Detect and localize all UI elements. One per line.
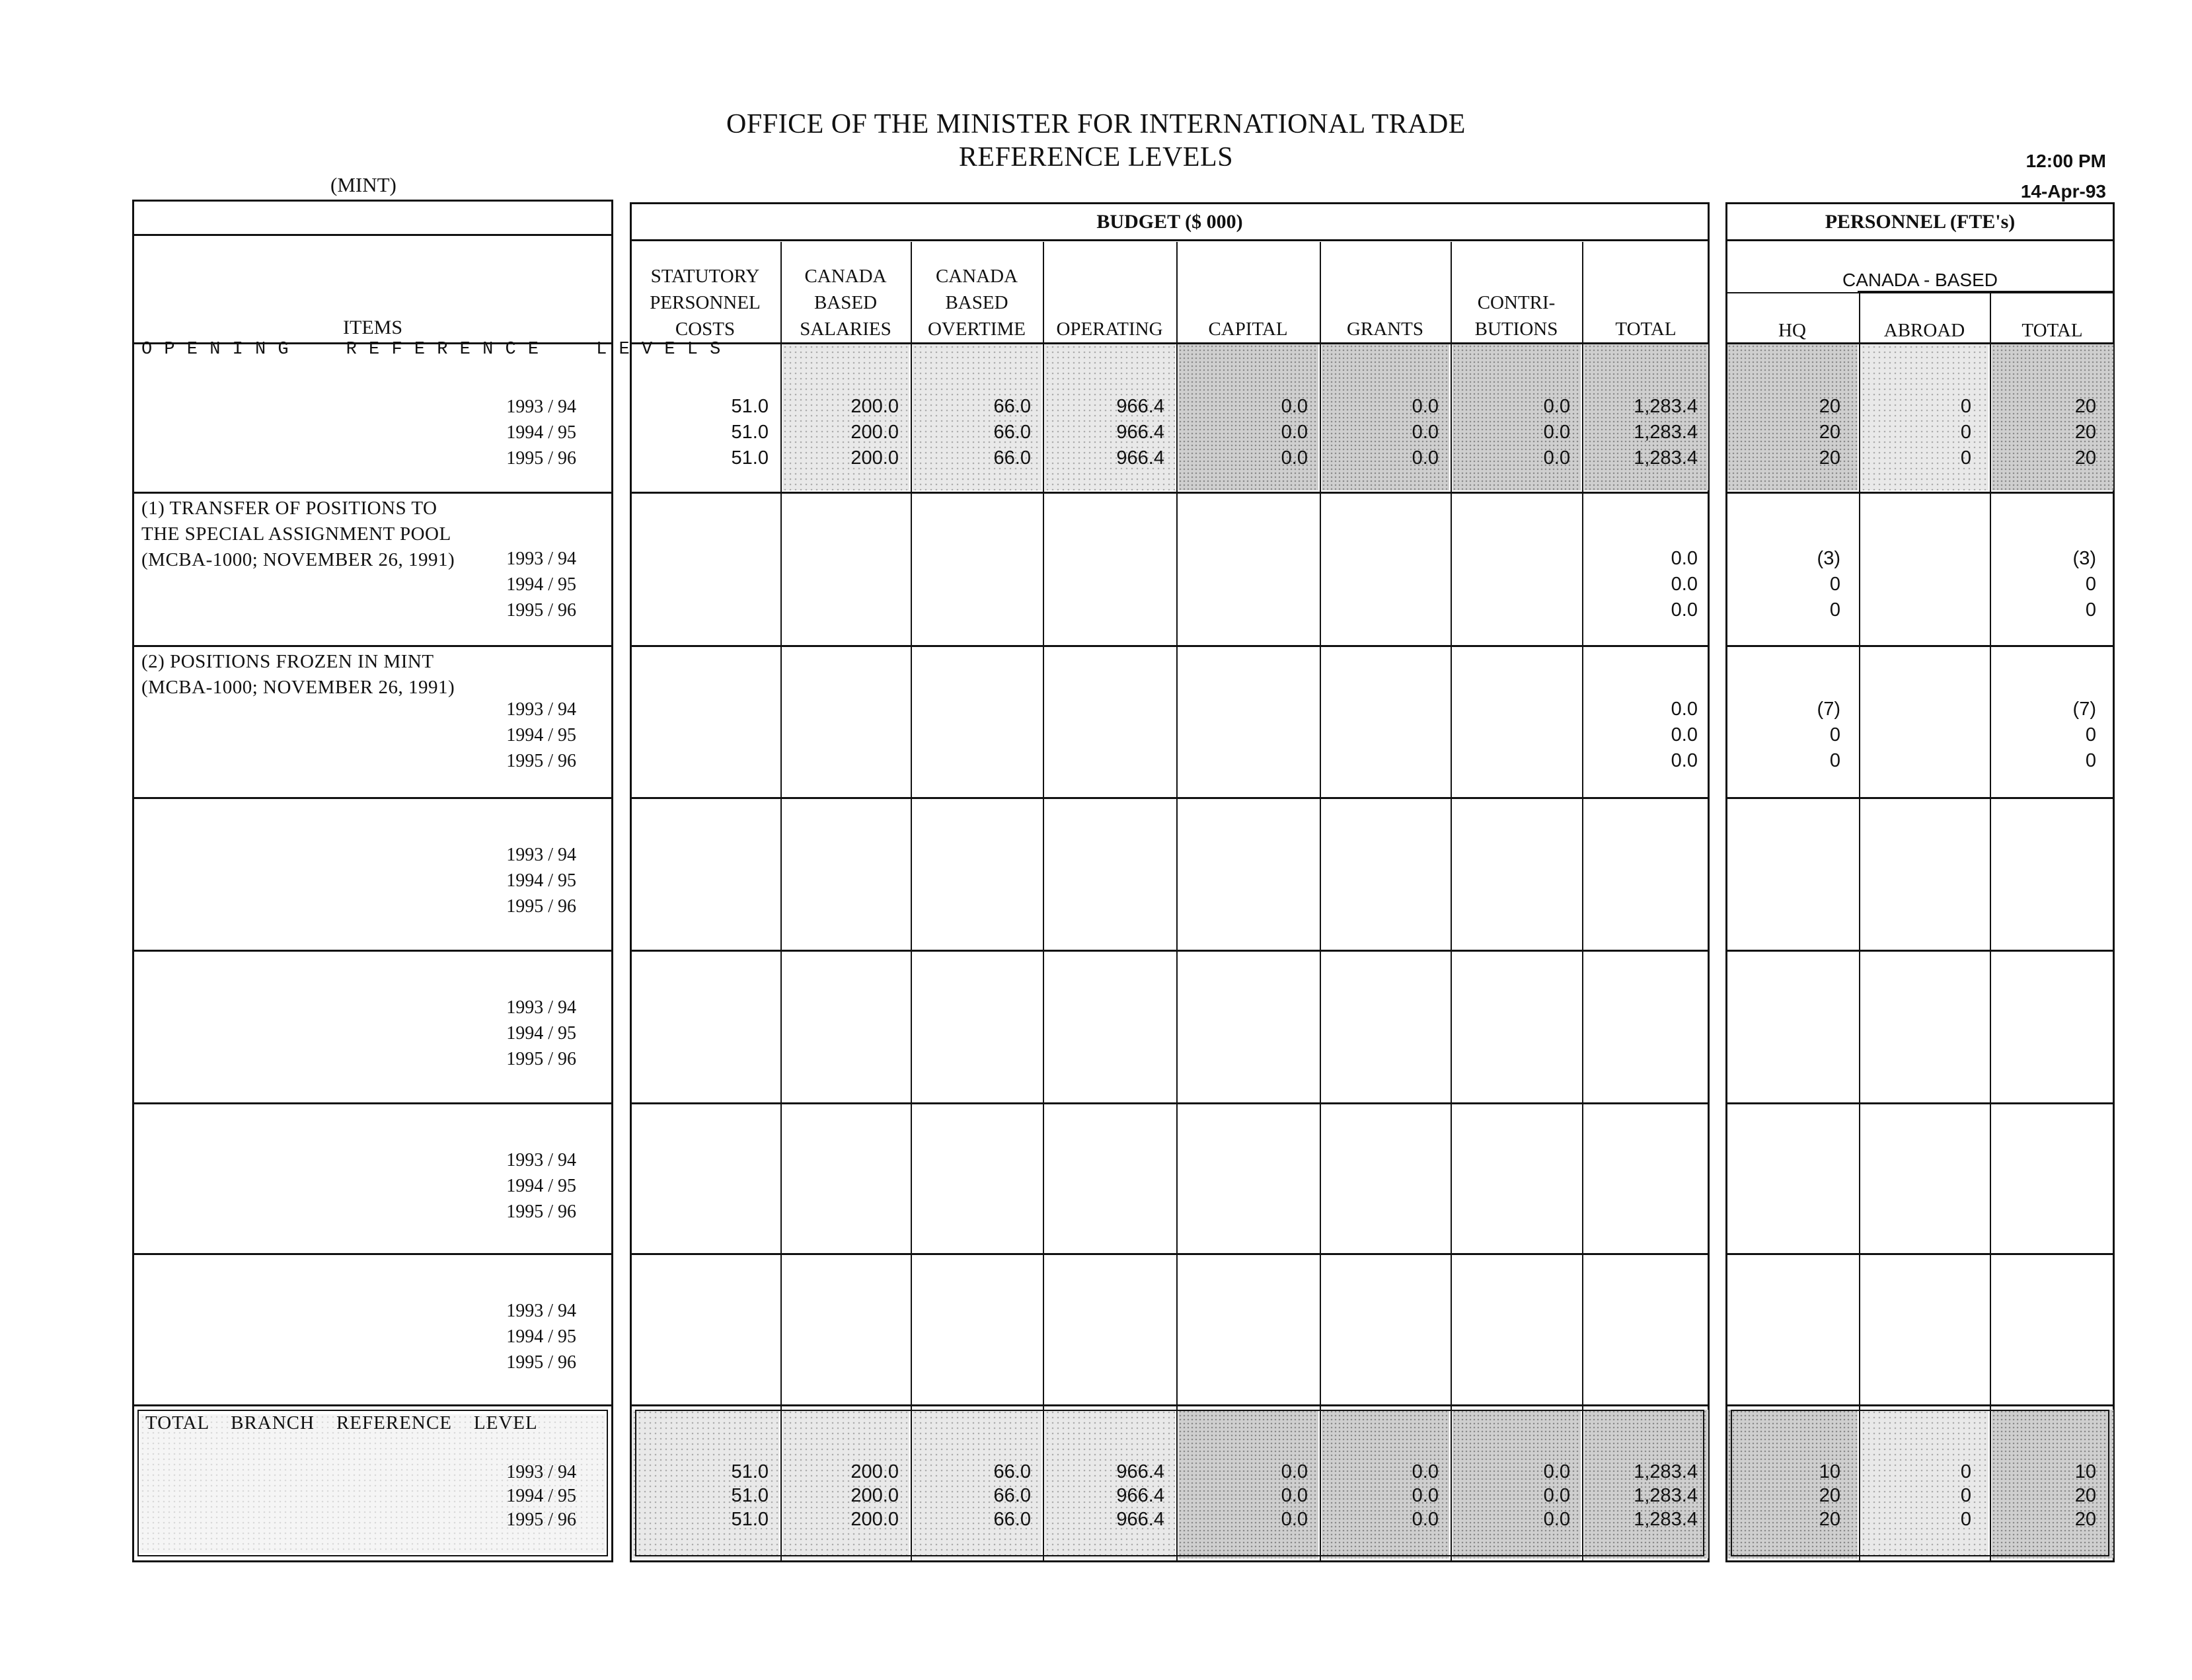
fiscal-year: 1993 / 94	[506, 549, 576, 569]
fiscal-year: 1994 / 95	[506, 1486, 576, 1506]
total-budget-value: 1,283.4	[1634, 1509, 1698, 1530]
total-personnel-value: 0	[1960, 1461, 1971, 1482]
personnel-value: 0	[1829, 599, 1840, 621]
budget-value: 66.0	[993, 422, 1031, 443]
fiscal-year: 1995 / 96	[506, 1352, 576, 1373]
fiscal-year: 1994 / 95	[506, 422, 576, 443]
total-personnel-value: 0	[1960, 1509, 1971, 1530]
row-divider	[1725, 239, 2115, 241]
budget-column-header: OPERATING	[1056, 319, 1163, 340]
total-budget-value: 0.0	[1281, 1485, 1308, 1506]
budget-column-header: CANADA	[935, 266, 1018, 287]
total-budget-value: 66.0	[993, 1485, 1031, 1506]
fiscal-year: 1995 / 96	[506, 1049, 576, 1069]
row-divider	[630, 1102, 1710, 1104]
fiscal-year: 1994 / 95	[506, 1176, 576, 1196]
budget-value: 966.4	[1116, 396, 1164, 417]
total-budget-value: 0.0	[1543, 1485, 1570, 1506]
row-divider	[1725, 1253, 2115, 1255]
row-divider	[1725, 950, 2115, 952]
fiscal-year: 1993 / 94	[506, 845, 576, 865]
budget-value: 0.0	[1543, 396, 1570, 417]
row-divider	[630, 645, 1710, 647]
total-budget-value: 0.0	[1543, 1461, 1570, 1482]
row-divider	[132, 234, 613, 236]
row-divider	[630, 239, 1710, 241]
budget-value: 1,283.4	[1634, 396, 1698, 417]
row-divider	[630, 342, 1710, 344]
budget-value: 0.0	[1671, 574, 1698, 595]
total-budget-value: 0.0	[1281, 1509, 1308, 1530]
row-divider	[1725, 645, 2115, 647]
personnel-value: 0	[2085, 750, 2096, 771]
personnel-value: (3)	[1817, 548, 1840, 569]
item-label: (2) POSITIONS FROZEN IN MINT	[141, 651, 434, 672]
personnel-value: 20	[2074, 447, 2096, 469]
total-budget-value: 966.4	[1116, 1509, 1164, 1530]
total-personnel-value: 20	[2074, 1509, 2096, 1530]
budget-column-header: BASED	[945, 292, 1008, 313]
row-divider	[132, 950, 613, 952]
row-divider	[630, 797, 1710, 799]
row-divider	[1725, 1404, 2115, 1406]
fiscal-year: 1995 / 96	[506, 448, 576, 469]
item-label: THE SPECIAL ASSIGNMENT POOL	[141, 523, 451, 545]
column-divider	[1990, 292, 1991, 1562]
total-budget-value: 0.0	[1412, 1485, 1439, 1506]
fiscal-year: 1995 / 96	[506, 896, 576, 917]
budget-column-header: BUTIONS	[1474, 319, 1558, 340]
total-personnel-value: 10	[1819, 1461, 1840, 1482]
total-personnel-value: 20	[2074, 1485, 2096, 1506]
total-budget-value: 200.0	[850, 1461, 899, 1482]
fiscal-year: 1993 / 94	[506, 1301, 576, 1321]
personnel-value: (7)	[2072, 699, 2096, 720]
personnel-title: PERSONNEL (FTE's)	[1825, 211, 2016, 233]
fiscal-year: 1993 / 94	[506, 1150, 576, 1170]
total-personnel-value: 20	[1819, 1485, 1840, 1506]
budget-value: 200.0	[850, 447, 899, 469]
fiscal-year: 1993 / 94	[506, 397, 576, 417]
total-budget-value: 0.0	[1412, 1509, 1439, 1530]
personnel-value: 20	[1819, 447, 1840, 469]
fiscal-year: 1994 / 95	[506, 574, 576, 595]
budget-value: 1,283.4	[1634, 422, 1698, 443]
budget-column-header: BASED	[813, 292, 878, 313]
total-budget-value: 66.0	[993, 1461, 1031, 1482]
fiscal-year: 1995 / 96	[506, 1509, 576, 1530]
item-label: (MCBA-1000; NOVEMBER 26, 1991)	[141, 549, 455, 570]
fiscal-year: 1994 / 95	[506, 1326, 576, 1347]
fiscal-year: 1995 / 96	[506, 600, 576, 621]
budget-value: 200.0	[850, 422, 899, 443]
budget-column-header: CANADA	[804, 266, 887, 287]
row-divider	[630, 1253, 1710, 1255]
personnel-value: 0	[1829, 574, 1840, 595]
total-budget-value: 0.0	[1543, 1509, 1570, 1530]
row-divider	[132, 1253, 613, 1255]
fiscal-year: 1994 / 95	[506, 725, 576, 745]
total-label: TOTAL BRANCH REFERENCE LEVEL	[145, 1412, 538, 1433]
total-budget-value: 0.0	[1281, 1461, 1308, 1482]
total-personnel-value: 10	[2074, 1461, 2096, 1482]
budget-value: 0.0	[1671, 750, 1698, 771]
branch-code: (MINT)	[330, 173, 397, 196]
budget-value: 0.0	[1412, 447, 1439, 469]
budget-value: 66.0	[993, 396, 1031, 417]
budget-column-header: GRANTS	[1346, 319, 1423, 340]
total-budget-value: 1,283.4	[1634, 1485, 1698, 1506]
budget-value: 0.0	[1671, 724, 1698, 745]
item-label: (MCBA-1000; NOVEMBER 26, 1991)	[141, 677, 455, 698]
row-divider	[630, 492, 1710, 494]
row-divider	[132, 492, 613, 494]
personnel-value: (7)	[1817, 699, 1840, 720]
personnel-value: 20	[2074, 422, 2096, 443]
personnel-value: 20	[1819, 422, 1840, 443]
personnel-value: 0	[1829, 724, 1840, 745]
personnel-column-header: HQ	[1778, 320, 1806, 341]
fiscal-year: 1995 / 96	[506, 1202, 576, 1222]
row-divider	[132, 1102, 613, 1104]
total-budget-value: 66.0	[993, 1509, 1031, 1530]
fiscal-year: 1993 / 94	[506, 1462, 576, 1482]
budget-title: BUDGET ($ 000)	[1096, 211, 1243, 233]
budget-value: 200.0	[850, 396, 899, 417]
total-budget-value: 0.0	[1412, 1461, 1439, 1482]
total-budget-value: 51.0	[731, 1485, 769, 1506]
column-divider	[1859, 292, 1860, 1562]
budget-value: 0.0	[1543, 422, 1570, 443]
personnel-value: 0	[1960, 447, 1971, 469]
row-divider	[132, 797, 613, 799]
row-divider	[1725, 492, 2115, 494]
print-date: 14-Apr-93	[2020, 181, 2106, 202]
personnel-value: 20	[1819, 396, 1840, 417]
total-budget-value: 200.0	[850, 1509, 899, 1530]
budget-value: 0.0	[1281, 396, 1308, 417]
total-budget-value: 966.4	[1116, 1461, 1164, 1482]
budget-column-header: COSTS	[675, 319, 736, 340]
budget-column-header: CAPITAL	[1208, 319, 1288, 340]
row-divider	[630, 950, 1710, 952]
personnel-subtitle: CANADA - BASED	[1842, 270, 1998, 290]
personnel-value: 0	[1829, 750, 1840, 771]
total-budget-value: 200.0	[850, 1485, 899, 1506]
budget-value: 0.0	[1543, 447, 1570, 469]
budget-value: 51.0	[731, 396, 769, 417]
personnel-value: 20	[2074, 396, 2096, 417]
budget-value: 51.0	[731, 447, 769, 469]
budget-value: 51.0	[731, 422, 769, 443]
personnel-value: 0	[1960, 396, 1971, 417]
fiscal-year: 1993 / 94	[506, 699, 576, 720]
personnel-value: 0	[2085, 724, 2096, 745]
row-divider	[132, 645, 613, 647]
budget-value: 0.0	[1412, 422, 1439, 443]
personnel-value: (3)	[2072, 548, 2096, 569]
item-label: (1) TRANSFER OF POSITIONS TO	[141, 498, 437, 519]
personnel-value: 0	[2085, 574, 2096, 595]
fiscal-year: 1994 / 95	[506, 870, 576, 891]
budget-column-header: PERSONNEL	[650, 292, 761, 313]
items-header: ITEMS	[343, 317, 402, 338]
print-time: 12:00 PM	[2025, 151, 2106, 171]
budget-value: 0.0	[1281, 422, 1308, 443]
row-divider	[132, 1404, 613, 1406]
budget-column-header: TOTAL	[1615, 319, 1677, 340]
budget-value: 0.0	[1671, 599, 1698, 621]
personnel-column-header: ABROAD	[1883, 320, 1965, 341]
fiscal-year: 1995 / 96	[506, 751, 576, 771]
budget-value: 966.4	[1116, 422, 1164, 443]
budget-column-header: SALARIES	[800, 319, 891, 340]
budget-value: 0.0	[1671, 548, 1698, 569]
budget-value: 0.0	[1412, 396, 1439, 417]
row-divider	[1725, 1102, 2115, 1104]
personnel-value: 0	[1960, 422, 1971, 443]
total-budget-value: 966.4	[1116, 1485, 1164, 1506]
total-personnel-value: 0	[1960, 1485, 1971, 1506]
total-budget-value: 51.0	[731, 1461, 769, 1482]
personnel-column-header: TOTAL	[2022, 320, 2083, 341]
fiscal-year: 1993 / 94	[506, 997, 576, 1018]
budget-column-header: OVERTIME	[927, 319, 1026, 340]
budget-column-header: STATUTORY	[650, 266, 760, 287]
budget-value: 66.0	[993, 447, 1031, 469]
total-budget-value: 1,283.4	[1634, 1461, 1698, 1482]
budget-column-header: CONTRI-	[1477, 292, 1556, 313]
total-budget-value: 51.0	[731, 1509, 769, 1530]
personnel-value: 0	[2085, 599, 2096, 621]
item-label: O P E N I N G R E F E R E N C E L E V E L S	[141, 340, 722, 360]
budget-value: 0.0	[1281, 447, 1308, 469]
total-personnel-value: 20	[1819, 1509, 1840, 1530]
fiscal-year: 1994 / 95	[506, 1023, 576, 1044]
budget-value: 0.0	[1671, 699, 1698, 720]
budget-value: 966.4	[1116, 447, 1164, 469]
row-divider	[1725, 797, 2115, 799]
document-subtitle: REFERENCE LEVELS	[958, 142, 1234, 172]
budget-value: 1,283.4	[1634, 447, 1698, 469]
document-title: OFFICE OF THE MINISTER FOR INTERNATIONAL TRADE	[726, 109, 1466, 139]
row-divider	[630, 1404, 1710, 1406]
